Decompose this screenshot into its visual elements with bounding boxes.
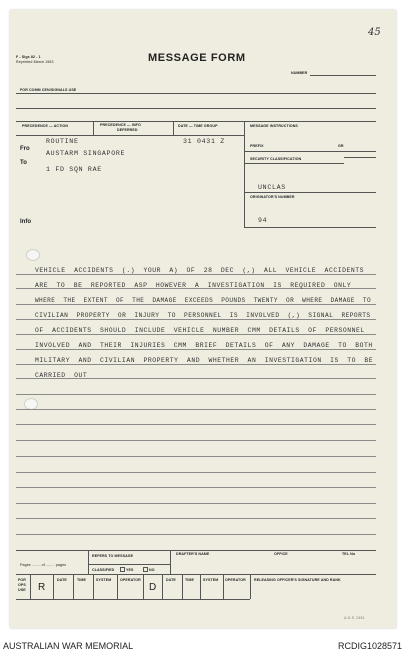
operator-label-1: OPERATOR — [120, 578, 141, 582]
security-value: UNCLAS — [258, 184, 286, 191]
system-label-2: SYSTEM — [203, 578, 219, 582]
header-bottom — [16, 135, 244, 136]
yes-checkbox[interactable] — [120, 567, 125, 572]
ops-div-9 — [200, 574, 201, 599]
header-top — [16, 121, 376, 122]
precedence-action-label: PRECEDENCE — ACTION — [22, 124, 69, 128]
print-code: A.G.S. 2451 — [344, 616, 365, 620]
ops-div-3 — [73, 574, 74, 599]
originator-value: 94 — [258, 217, 268, 224]
ops-div-2 — [53, 574, 54, 599]
gr-label: GR — [338, 144, 344, 148]
comm-line-1 — [16, 93, 376, 94]
d-label: D — [149, 582, 157, 593]
ops-div-10 — [223, 574, 224, 599]
ops-div-1 — [30, 574, 31, 599]
dtg-label: DATE — TIME GROUP — [178, 124, 218, 128]
system-label-1: SYSTEM — [96, 578, 112, 582]
time-label-1: TIME — [77, 578, 86, 582]
comm-line-2 — [16, 108, 376, 109]
ops-div-11 — [250, 574, 251, 599]
header-divider-3 — [244, 121, 245, 227]
number-label: NUMBER — [291, 71, 308, 75]
bottom-top-line — [16, 550, 376, 551]
message-instructions-label: MESSAGE INSTRUCTIONS — [250, 124, 298, 128]
no-label: NO — [149, 568, 155, 572]
for-ops-use-label: FOR OPS USE — [18, 578, 26, 592]
ops-div-8 — [182, 574, 183, 599]
classified-label: CLASSIFIED — [92, 568, 115, 572]
form-code: F - Sigs 82 - 1 — [16, 55, 41, 59]
message-line: CIVILIAN PROPERTY OR INJURY TO PERSONNEL IS INVOLVED (,) SIGNAL REPORTS — [35, 312, 371, 319]
operator-label-2: OPERATOR — [225, 578, 246, 582]
ops-top-line — [16, 574, 376, 575]
message-line: MILITARY AND CIVILIAN PROPERTY AND WHETHER AN INVESTIGATION IS TO BE — [35, 357, 374, 364]
precedence-info-label: PRECEDENCE — INFO — [100, 123, 141, 127]
date-label-1: DATE — [57, 578, 67, 582]
pages-label: Pages ........ of ........ pages — [20, 563, 67, 567]
ops-div-5 — [117, 574, 118, 599]
to-value: 1 FD SQN RAE — [46, 166, 102, 173]
r-label: R — [38, 582, 46, 593]
precedence-value: ROUTINE — [46, 138, 79, 145]
yes-label: YES — [126, 568, 134, 572]
ops-div-6 — [143, 574, 144, 599]
message-line: OF ACCIDENTS SHOULD INCLUDE VEHICLE NUMBER CMM DETAILS OF PERSONNEL — [35, 327, 365, 334]
security-label: SECURITY CLASSIFICATION — [250, 157, 302, 161]
footer-right: RCDIG1028571 — [337, 641, 402, 651]
message-line: INVOLVED AND THEIR INJURIES CMM BRIEF DETAILS OF ANY DAMAGE TO BOTH — [35, 342, 373, 349]
prefix-line — [244, 151, 376, 152]
header-divider-2 — [173, 121, 174, 135]
ops-bottom-line — [16, 599, 250, 600]
footer-left: AUSTRALIAN WAR MEMORIAL — [3, 641, 134, 651]
prefix-right-line — [344, 157, 376, 158]
ops-div-4 — [93, 574, 94, 599]
drafters-name-label: DRAFTER'S NAME — [176, 552, 210, 556]
deferred-label: DEFERRED — [117, 128, 138, 132]
date-label-2: DATE — [166, 578, 176, 582]
message-line: VEHICLE ACCIDENTS (.) YOUR A) OF 28 DEC (,) ALL VEHICLE ACCIDENTS — [35, 267, 365, 274]
message-line: ARE TO BE REPORTED ASP HOWEVER A INVESTIGATION IS REQUIRED ONLY — [35, 282, 352, 289]
office-label: OFFICE — [274, 552, 288, 556]
originator-line — [244, 227, 376, 228]
punch-hole-top — [26, 249, 40, 261]
for-comm-label: FOR COMM CEN/SIGNALS USE — [20, 88, 77, 92]
releasing-officer-label: RELEASING OFFICER'S SIGNATURE AND RANK — [254, 578, 341, 582]
form-reprint: Reprinted March 1963 — [16, 60, 54, 64]
prefix-label: PREFIX — [250, 144, 264, 148]
originator-label: ORIGINATOR'S NUMBER — [250, 195, 295, 199]
ops-div-7 — [162, 574, 163, 599]
dtg-value: 31 0431 Z — [183, 138, 225, 145]
page-number: 45 — [368, 27, 381, 38]
message-line: WHERE THE EXTENT OF THE DAMAGE EXCEEDS POUNDS TWENTY OR WHERE DAMAGE TO — [35, 297, 372, 304]
time-label-2: TIME — [185, 578, 194, 582]
form-title: MESSAGE FORM — [148, 52, 246, 64]
security-underline — [244, 192, 376, 193]
message-line: CARRIED OUT — [35, 372, 88, 379]
security-line — [244, 163, 344, 164]
info-label: Info — [20, 219, 31, 225]
no-checkbox[interactable] — [143, 567, 148, 572]
bottom-divider-b — [170, 550, 171, 574]
tel-no-label: TEL No — [342, 552, 356, 556]
from-label: Fro — [20, 146, 30, 152]
bottom-divider-a — [88, 550, 89, 574]
from-value: AUSTARM SINGAPORE — [46, 150, 126, 157]
header-divider-1 — [93, 121, 94, 135]
refers-line — [88, 564, 170, 565]
refers-to-label: REFERS TO MESSAGE — [92, 554, 134, 558]
to-label: To — [20, 160, 27, 166]
number-line — [310, 75, 376, 76]
